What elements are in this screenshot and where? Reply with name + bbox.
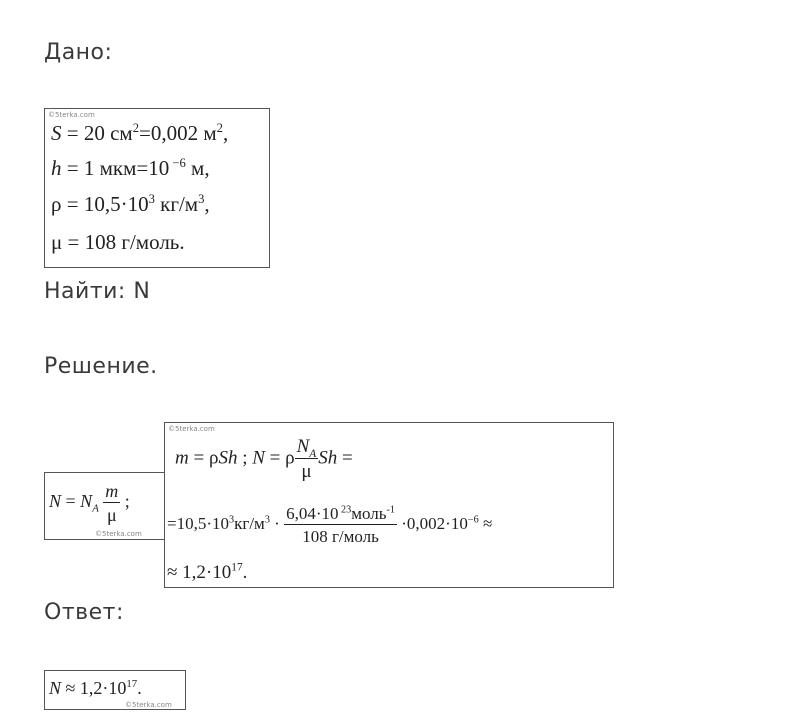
find-heading: Найти: N (44, 279, 151, 304)
watermark: ©5terka.com (95, 530, 142, 538)
watermark: ©5terka.com (168, 425, 215, 433)
given-heading: Дано: (44, 40, 113, 65)
solution-formula-image (164, 422, 614, 588)
formula-n-image (44, 472, 165, 540)
given-molar-mass: μ = 108 г/моль. (51, 230, 185, 254)
formula-n: $N = N_A$ $\frac{m}{\mu}$ ; (49, 481, 130, 525)
watermark: ©5terka.com (125, 701, 172, 709)
given-formula-image (44, 108, 270, 268)
answer-formula: $N \approx 1,2\cdot 10^{17}$. (49, 678, 142, 698)
answer-formula-image (44, 670, 186, 710)
watermark: ©5terka.com (48, 111, 95, 119)
given-area: S = 20 $см^2=0,002$ $м^2$, (51, 121, 229, 145)
given-thickness: h = 1 мкм=10 $^{-6}$ м, (51, 156, 210, 180)
answer-heading: Ответ: (44, 600, 124, 625)
solution-heading: Решение. (44, 354, 158, 379)
solution-line-1: m = ρSh ; N = ρ $\frac{N_A}{\mu}$ Sh = (175, 436, 353, 482)
solution-line-3: ≈ $1,2\cdot 10^{17}$. (167, 561, 248, 583)
given-density: $\rho = 10,5\cdot 10^3$ $кг/м^3$, (51, 192, 210, 216)
solution-line-2: $=10,5\cdot 10^3кг/м^3$ · $\frac{6,04\cdot 10 ^{23}моль^{-1}}{\text{108 г/моль}}$ $\cdot 0,002\cdot 10^{-6}$ ≈ (167, 504, 493, 546)
